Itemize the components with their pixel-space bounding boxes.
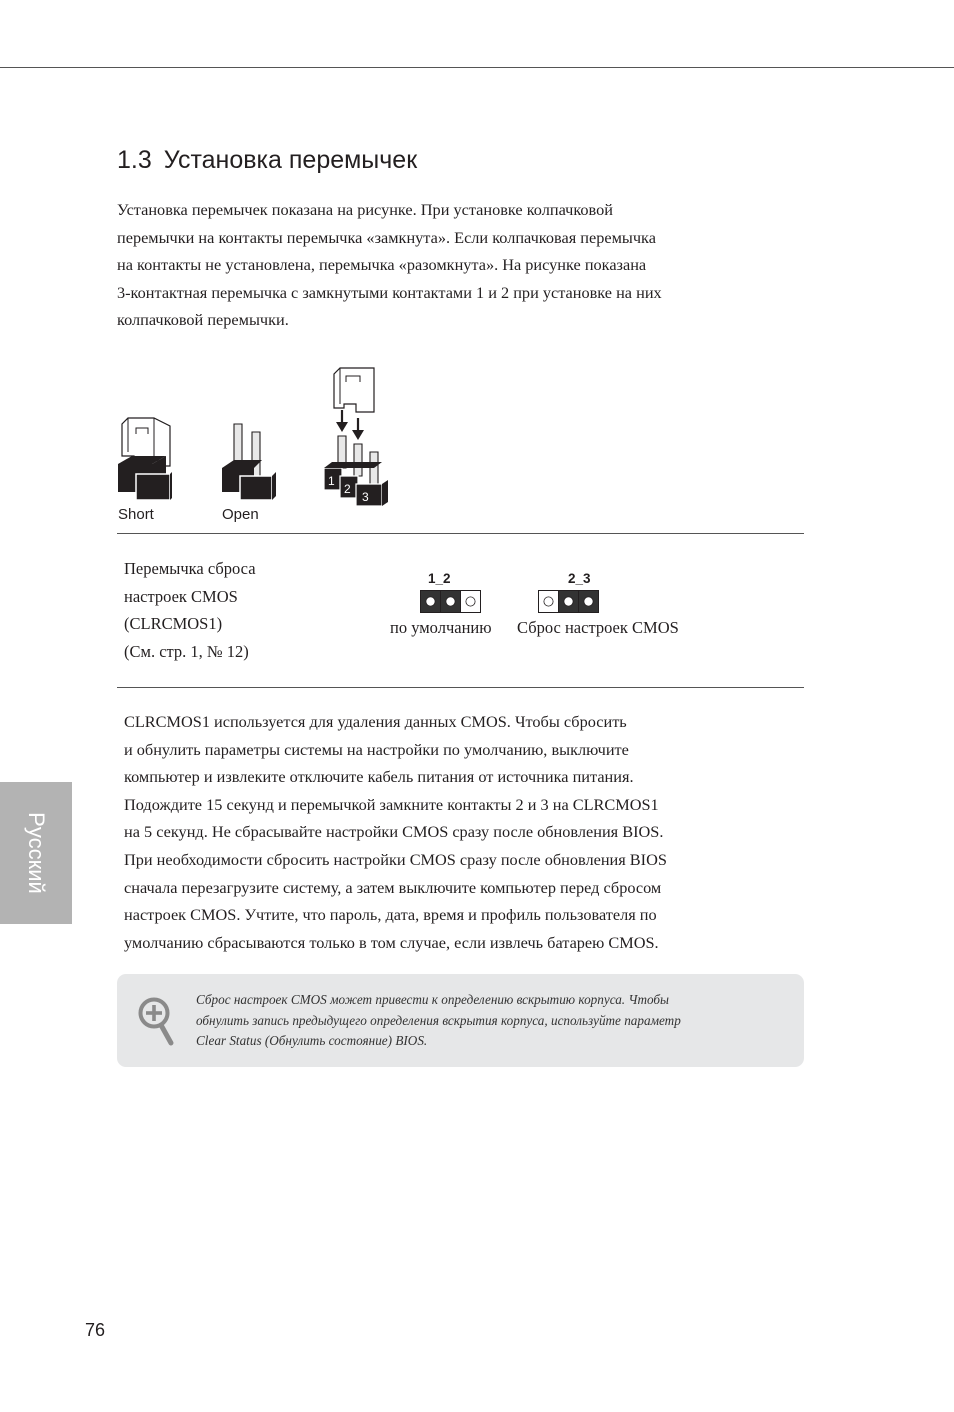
setting-clear-pins: 2_3 [568,571,591,586]
table-bottom-rule [117,687,804,688]
intro-line: Установка перемычек показана на рисунке. При установке колпачковой [117,200,613,219]
section-title-text: Установка перемычек [163,146,418,174]
note-line: Clear Status (Обнулить состояние) BIOS. [196,1033,428,1049]
open-jumper-drawing [222,424,276,500]
pin-dot-2 [564,597,573,606]
jumper-name-line: настроек CMOS [124,586,238,606]
pin-label-1: 1 [328,474,335,488]
desc-line: При необходимости сбросить настройки CMOS сразу после обновления BIOS [124,849,667,869]
pin-dot-1 [426,597,435,606]
open-label: Open [222,506,259,523]
table-top-rule [117,533,804,534]
setting-default-diagram [420,590,484,614]
desc-line: сначала перезагрузите систему, а затем выключите компьютер перед сбросом [124,877,662,897]
pin-dot-1 [544,597,553,606]
setting-clear-diagram [538,590,602,614]
desc-line: и обнулить параметры системы на настройки по умолчанию, выключите [124,739,629,759]
description-paragraph [124,708,764,956]
intro-line: перемычки на контакты перемычка «замкнута». Если колпачковая перемычка [117,227,656,247]
short-label: Short [118,506,154,523]
desc-line: компьютер и извлеките отключите кабель питания от источника питания. [124,767,634,787]
page-number: 76 [85,1320,106,1340]
desc-line: умолчанию сбрасываются только в том случае, если извлечь батарею CMOS. [124,932,659,952]
desc-line: настроек CMOS. Учтите, что пароль, дата, время и профиль пользователя по [124,905,657,925]
pin-dot-3 [466,597,475,606]
intro-line: колпачковой перемычки. [117,310,289,330]
short-jumper-drawing [118,418,172,500]
jumper-illustration [112,364,402,514]
intro-paragraph [117,196,757,334]
magnifier-plus-icon [137,994,175,1048]
intro-line: 3-контактная перемычка с замкнутыми контактами 1 и 2 при установке на них [117,282,662,302]
pin-dot-2 [446,597,455,606]
setting-clear-caption: Сброс настроек CMOS [517,618,679,637]
desc-line: на 5 секунд. Не сбрасывайте настройки CMOS сразу после обновления BIOS. [124,822,664,842]
pin-label-3: 3 [362,490,369,504]
section-title [117,146,417,175]
jumper-name [124,555,256,666]
desc-line: Подождите 15 секунд и перемычкой замкните контакты 2 и 3 на CLRCMOS1 [124,794,659,814]
note-line: Сброс настроек CMOS может привести к определению вскрытию корпуса. Чтобы [196,992,669,1007]
language-tab-label: Русский [24,812,49,894]
jumper-name-line: (CLRCMOS1) [124,614,223,634]
header-rule [0,67,954,68]
note-box [117,974,804,1067]
setting-default-caption: по умолчанию [390,618,492,637]
setting-default-pins: 1_2 [428,571,451,586]
note-text [196,990,786,1052]
section-number: 1.3 [117,146,152,174]
jumper-name-line: (См. стр. 1, № 12) [124,642,249,662]
intro-line: на контакты не установлена, перемычка «разомкнута». На рисунке показана [117,255,647,275]
desc-line: CLRCMOS1 используется для удаления данных CMOS. Чтобы сбросить [124,712,627,731]
jumper-name-line: Перемычка сброса [124,559,256,578]
pin-label-2: 2 [344,482,351,496]
note-line: обнулить запись предыдущего определения вскрытия корпуса, используйте параметр [196,1012,681,1028]
pin-dot-3 [584,597,593,606]
three-pin-jumper-drawing [324,368,388,506]
language-side-tab [0,782,72,924]
